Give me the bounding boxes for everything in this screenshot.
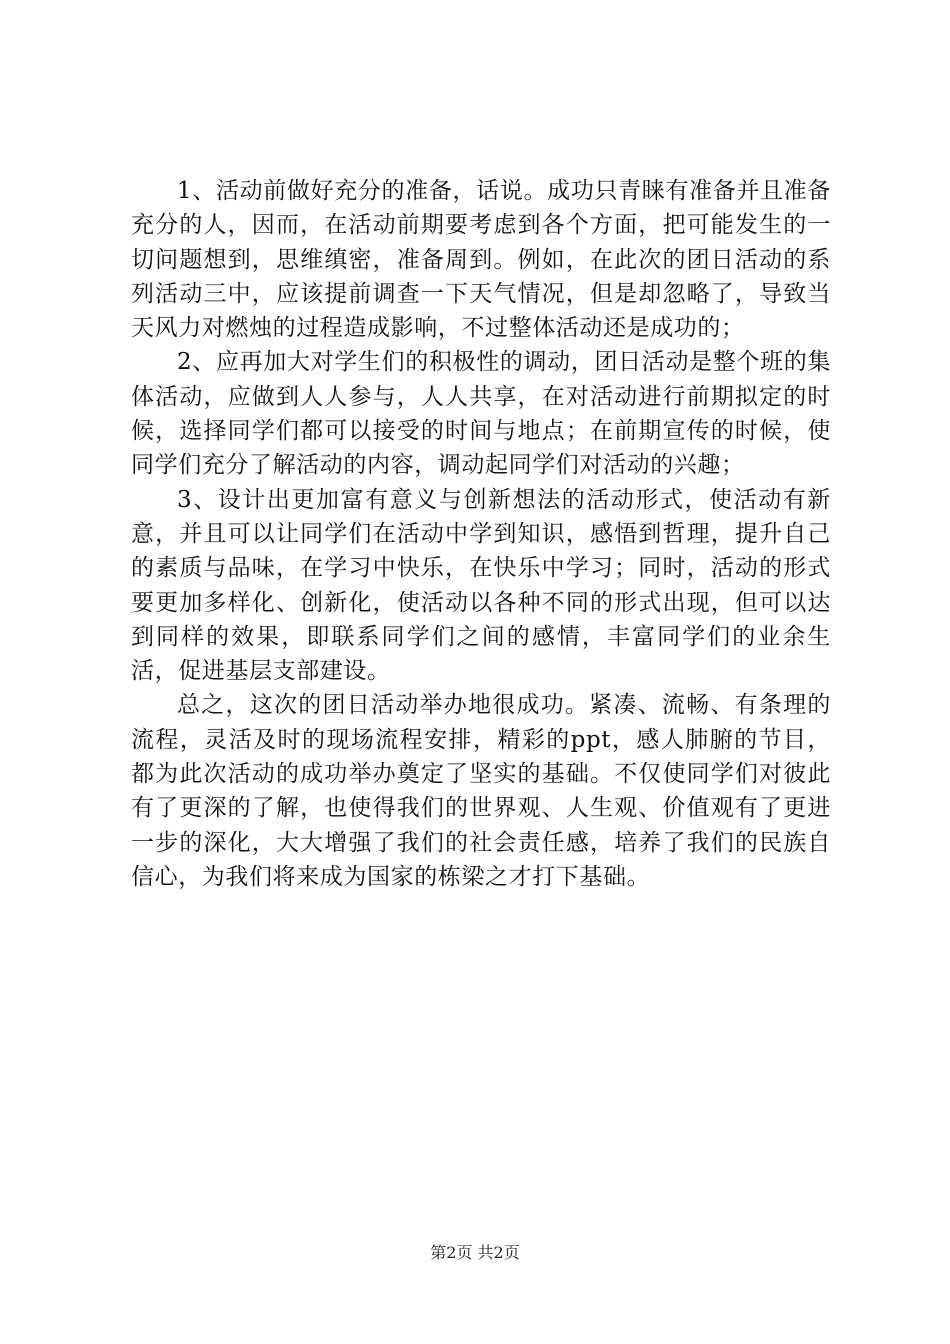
paragraph-4: 总之，这次的团日活动举办地很成功。紧凑、流畅、有条理的流程，灵活及时的现场流程安排，精彩的ppt，感人肺腑的节目，都为此次活动的成功举办奠定了坚实的基础。不仅使同学们对彼此有了更深的了解，也使得我们的世界观、人生观、价值观有了更进一步的深化，大大增强了我们的社会责任感，培养了我们的民族自信心，为我们将来成为国家的栋梁之才打下基础。 [131, 692, 831, 890]
page-footer: 第2页 共2页 [430, 1243, 520, 1262]
paragraph-3: 3、设计出更加富有意义与创新想法的活动形式，使活动有新意，并且可以让同学们在活动中学到知识，感悟到哲理，提升自己的素质与品味，在学习中快乐，在快乐中学习；同时，活动的形式要更加多样化、创新化，使活动以各种不同的形式出现，但可以达到同样的效果，即联系同学们之间的感情，丰富同学们的业余生活，促进基层支部建设。 [131, 486, 831, 685]
paragraph-2: 2、应再加大对学生们的积极性的调动，团日活动是整个班的集体活动，应做到人人参与，人人共享，在对活动进行前期拟定的时候，选择同学们都可以接受的时间与地点；在前期宣传的时候，使同学们充分了解活动的内容，调动起同学们对活动的兴趣； [131, 349, 831, 479]
document-body [131, 174, 831, 894]
paragraph-1: 1、活动前做好充分的准备，话说。成功只青睐有准备并且准备充分的人，因而，在活动前期要考虑到各个方面，把可能发生的一切问题想到，思维缜密，准备周到。例如，在此次的团日活动的系列活动三中，应该提前调查一下天气情况，但是却忽略了，导致当天风力对燃烛的过程造成影响，不过整体活动还是成功的； [131, 178, 831, 342]
